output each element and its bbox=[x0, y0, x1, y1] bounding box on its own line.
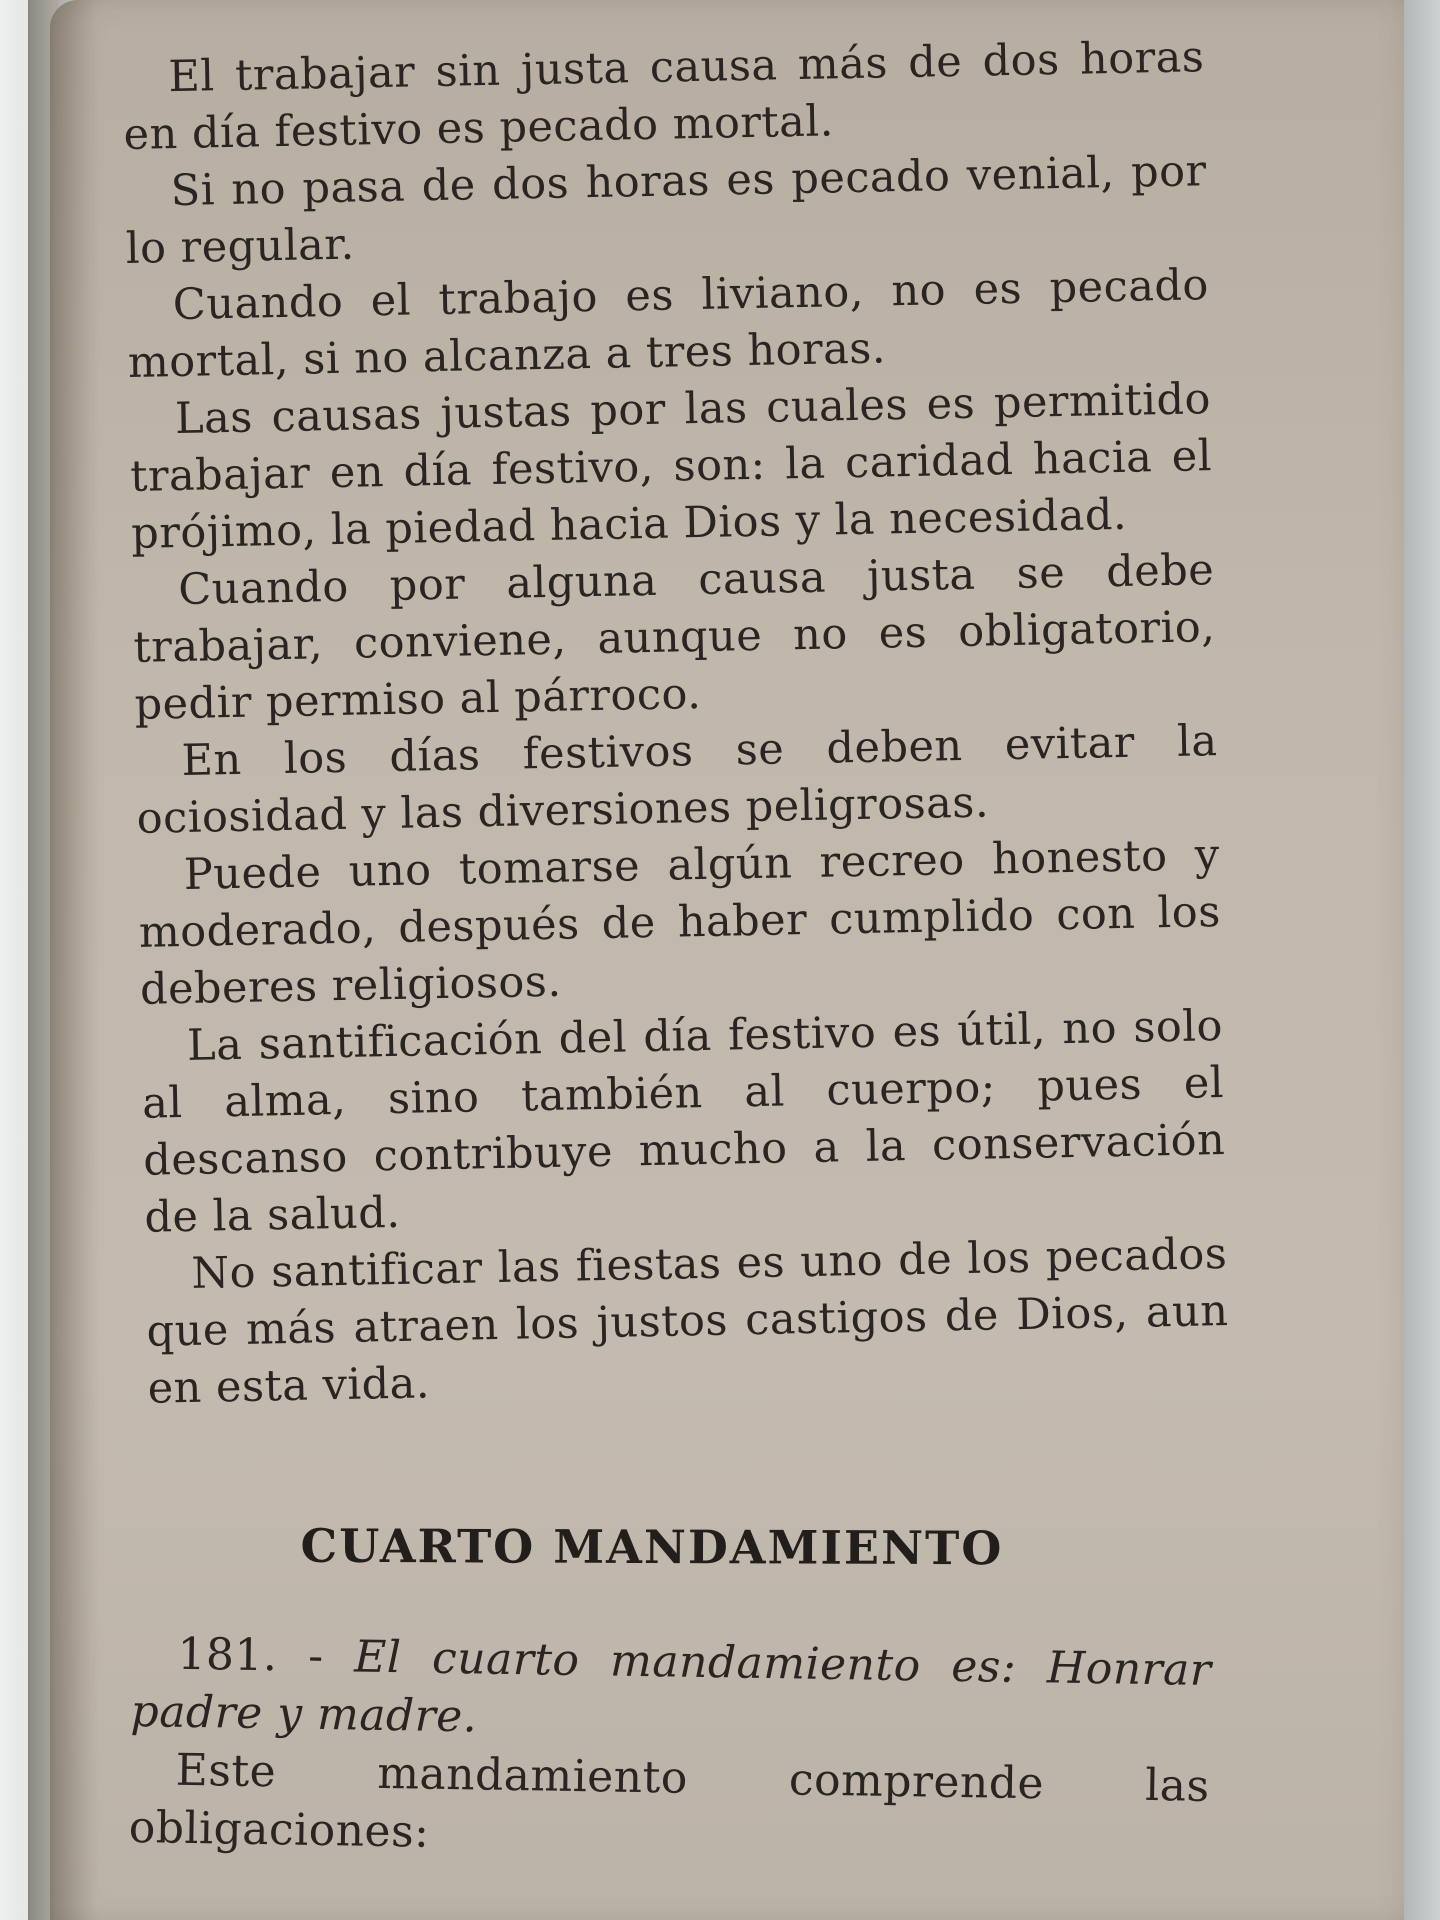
paragraph: Puede uno tomarse algún recreo honesto y moderado, después de haber cumplido con los deberes religiosos. bbox=[138, 830, 1222, 1015]
paragraph: Este mandamiento comprende las obligaciones: bbox=[128, 1744, 1210, 1858]
book-binding-shadow bbox=[28, 0, 98, 1920]
question-paragraph bbox=[130, 1625, 1212, 1758]
paragraph: Cuando por alguna causa justa se debe trabajar, conviene, aunque no es obligatorio, pedir permiso al párroco. bbox=[133, 545, 1216, 730]
section-heading: CUARTO MANDAMIENTO bbox=[300, 1518, 1004, 1576]
paragraph: En los días festivos se deben evitar la ociosidad y las diversiones peligrosas. bbox=[136, 716, 1218, 844]
page-body-text bbox=[122, 29, 1230, 1418]
paragraph: Las causas justas por las cuales es permitido trabajar en día festivo, son: la caridad hacia el prójimo, la piedad hacia Dios y la necesidad. bbox=[129, 374, 1213, 559]
paragraph: El trabajar sin justa causa más de dos horas en día festivo es pecado mortal. bbox=[123, 32, 1205, 160]
background-surface bbox=[1404, 0, 1440, 1920]
question-number: 181. - bbox=[177, 1628, 355, 1683]
paragraph: Si no pasa de dos horas es pecado venial, por lo regular. bbox=[125, 146, 1208, 274]
paragraph: La santificación del día festivo es útil, no solo al alma, sino también al cuerpo; pues el descanso contribuye mucho a la conservación de la salud. bbox=[141, 1001, 1226, 1243]
commandment-text bbox=[128, 1625, 1212, 1874]
paragraph: Cuando el trabajo es liviano, no es pecado mortal, si no alcanza a tres horas. bbox=[127, 260, 1210, 388]
paragraph: No santificar las fiestas es uno de los pecados que más atraen los justos castigos de Dios, aun en esta vida. bbox=[146, 1229, 1229, 1414]
question-text: El cuarto mandamiento es: Honrar padre y madre. bbox=[130, 1631, 1212, 1743]
